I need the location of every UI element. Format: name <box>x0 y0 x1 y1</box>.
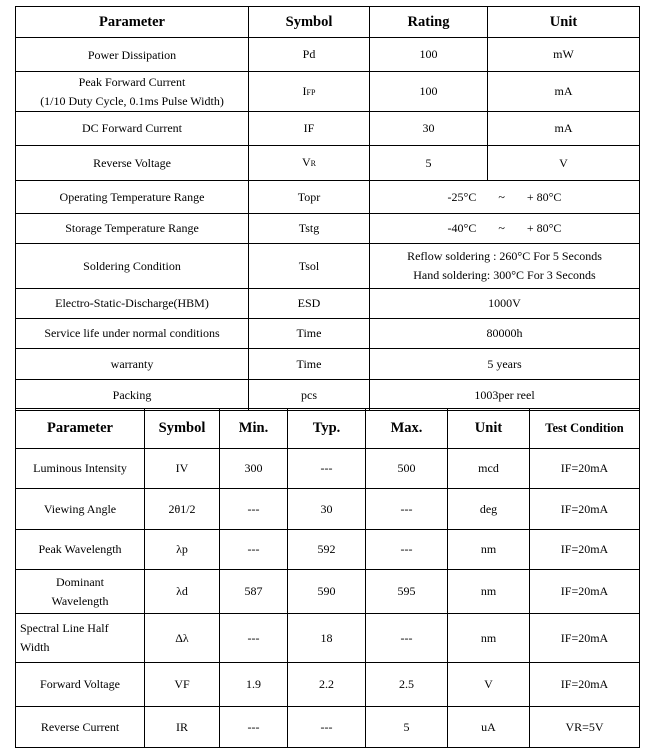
param-cell: Packing <box>16 380 249 411</box>
value-cell: 80000h <box>370 319 640 349</box>
param-cell: DC Forward Current <box>16 112 249 146</box>
range-from: -25°C <box>447 189 477 204</box>
param-cell <box>16 570 145 614</box>
value-cell: 1003per reel <box>370 380 640 411</box>
table-row <box>16 380 640 411</box>
header-parameter: Parameter <box>16 409 145 449</box>
min-cell: --- <box>220 614 288 663</box>
param-cell: Peak Wavelength <box>16 530 145 570</box>
symbol-cell: IR <box>145 707 220 748</box>
rating-cell: 100 <box>370 38 488 72</box>
typ-cell: 2.2 <box>288 663 366 707</box>
unit-cell: nm <box>448 570 530 614</box>
table-row <box>16 112 640 146</box>
value-cell: 5 years <box>370 349 640 380</box>
table-row <box>16 38 640 72</box>
condition-cell: IF=20mA <box>530 449 640 489</box>
header-unit: Unit <box>488 7 640 38</box>
symbol-subscript: R <box>310 159 316 168</box>
header-unit: Unit <box>448 409 530 449</box>
typ-cell: 18 <box>288 614 366 663</box>
table-row <box>16 570 640 614</box>
soldering-line-reflow: Reflow soldering : 260°C For 5 Seconds <box>407 249 602 263</box>
table-row <box>16 181 640 214</box>
range-to: + 80°C <box>526 221 562 235</box>
symbol-cell <box>249 146 370 181</box>
param-cell: Viewing Angle <box>16 489 145 530</box>
param-cell: Power Dissipation <box>16 38 249 72</box>
max-cell: --- <box>366 489 448 530</box>
min-cell: --- <box>220 530 288 570</box>
value-cell: 1000V <box>370 289 640 319</box>
table-row <box>16 489 640 530</box>
param-line: (1/10 Duty Cycle, 0.1ms Pulse Width) <box>40 93 224 108</box>
min-cell: 587 <box>220 570 288 614</box>
param-cell: Storage Temperature Range <box>16 214 249 244</box>
symbol-cell: Time <box>249 319 370 349</box>
header-test-condition: Test Condition <box>530 409 640 449</box>
param-cell <box>16 72 249 112</box>
unit-cell: nm <box>448 530 530 570</box>
condition-cell: IF=20mA <box>530 489 640 530</box>
param-cell: Service life under normal conditions <box>16 319 249 349</box>
range-from: -40°C <box>447 221 477 235</box>
table-row <box>16 449 640 489</box>
condition-cell: IF=20mA <box>530 530 640 570</box>
table-row <box>16 707 640 748</box>
table-row <box>16 146 640 181</box>
unit-cell: mA <box>488 112 640 146</box>
header-max: Max. <box>366 409 448 449</box>
symbol-cell: Δλ <box>145 614 220 663</box>
table-row <box>16 663 640 707</box>
symbol-subscript: FP <box>306 87 316 97</box>
param-cell: Reverse Current <box>16 707 145 748</box>
max-cell: --- <box>366 614 448 663</box>
unit-cell: V <box>448 663 530 707</box>
param-line: Dominant <box>56 574 104 589</box>
rating-cell: 5 <box>370 146 488 181</box>
range-tilde: ~ <box>498 221 505 235</box>
condition-cell: IF=20mA <box>530 614 640 663</box>
symbol-cell: VF <box>145 663 220 707</box>
symbol-cell: IV <box>145 449 220 489</box>
max-cell: 595 <box>366 570 448 614</box>
param-line: Spectral Line Half <box>20 621 109 635</box>
param-cell: Electro-Static-Discharge(HBM) <box>16 289 249 319</box>
max-cell: 2.5 <box>366 663 448 707</box>
param-cell: Forward Voltage <box>16 663 145 707</box>
min-cell: --- <box>220 489 288 530</box>
param-cell: warranty <box>16 349 249 380</box>
param-cell: Luminous Intensity <box>16 449 145 489</box>
table-header-row <box>16 409 640 449</box>
max-cell: 500 <box>366 449 448 489</box>
symbol-main: I <box>302 83 307 98</box>
table-row <box>16 319 640 349</box>
typ-cell: --- <box>288 707 366 748</box>
range-cell <box>370 181 640 214</box>
header-symbol: Symbol <box>249 7 370 38</box>
symbol-cell: Tsol <box>249 244 370 289</box>
symbol-cell: pcs <box>249 380 370 411</box>
absolute-maximum-ratings-table <box>15 6 640 411</box>
param-cell: Soldering Condition <box>16 244 249 289</box>
symbol-cell <box>249 72 370 112</box>
unit-cell: nm <box>448 614 530 663</box>
typ-cell: 590 <box>288 570 366 614</box>
min-cell: 1.9 <box>220 663 288 707</box>
unit-cell: deg <box>448 489 530 530</box>
min-cell: 300 <box>220 449 288 489</box>
unit-cell: mcd <box>448 449 530 489</box>
param-cell: Operating Temperature Range <box>16 181 249 214</box>
symbol-main: V <box>301 155 311 169</box>
unit-cell: uA <box>448 707 530 748</box>
typ-cell: --- <box>288 449 366 489</box>
rating-cell: 30 <box>370 112 488 146</box>
header-min: Min. <box>220 409 288 449</box>
range-cell <box>370 214 640 244</box>
param-line: Peak Forward Current <box>78 74 186 89</box>
max-cell: 5 <box>366 707 448 748</box>
symbol-cell: Topr <box>249 181 370 214</box>
symbol-cell: λp <box>145 530 220 570</box>
param-cell <box>16 614 145 663</box>
table-row <box>16 614 640 663</box>
unit-cell: mW <box>488 38 640 72</box>
table-row <box>16 349 640 380</box>
table-row <box>16 244 640 289</box>
typ-cell: 30 <box>288 489 366 530</box>
symbol-cell: λd <box>145 570 220 614</box>
range-to: + 80°C <box>526 189 562 204</box>
typ-cell: 592 <box>288 530 366 570</box>
symbol-cell: IF <box>249 112 370 146</box>
condition-cell: VR=5V <box>530 707 640 748</box>
header-rating: Rating <box>370 7 488 38</box>
range-tilde: ~ <box>498 189 505 204</box>
max-cell: --- <box>366 530 448 570</box>
soldering-cell <box>370 244 640 289</box>
electro-optical-characteristics-table <box>15 408 640 748</box>
param-line: Wavelength <box>51 593 109 608</box>
header-symbol: Symbol <box>145 409 220 449</box>
header-parameter: Parameter <box>16 7 249 38</box>
symbol-cell: Pd <box>249 38 370 72</box>
min-cell: --- <box>220 707 288 748</box>
symbol-cell: Tstg <box>249 214 370 244</box>
unit-cell: mA <box>488 72 640 112</box>
unit-cell: V <box>488 146 640 181</box>
symbol-cell: Time <box>249 349 370 380</box>
condition-cell: IF=20mA <box>530 663 640 707</box>
table-row <box>16 530 640 570</box>
table-header-row <box>16 7 640 38</box>
symbol-cell: 2θ1/2 <box>145 489 220 530</box>
table-row <box>16 72 640 112</box>
table-row <box>16 214 640 244</box>
rating-cell: 100 <box>370 72 488 112</box>
symbol-cell: ESD <box>249 289 370 319</box>
param-line: Width <box>20 640 50 654</box>
condition-cell: IF=20mA <box>530 570 640 614</box>
soldering-line-hand: Hand soldering: 300°C For 3 Seconds <box>413 268 596 282</box>
header-typ: Typ. <box>288 409 366 449</box>
param-cell: Reverse Voltage <box>16 146 249 181</box>
table-row <box>16 289 640 319</box>
